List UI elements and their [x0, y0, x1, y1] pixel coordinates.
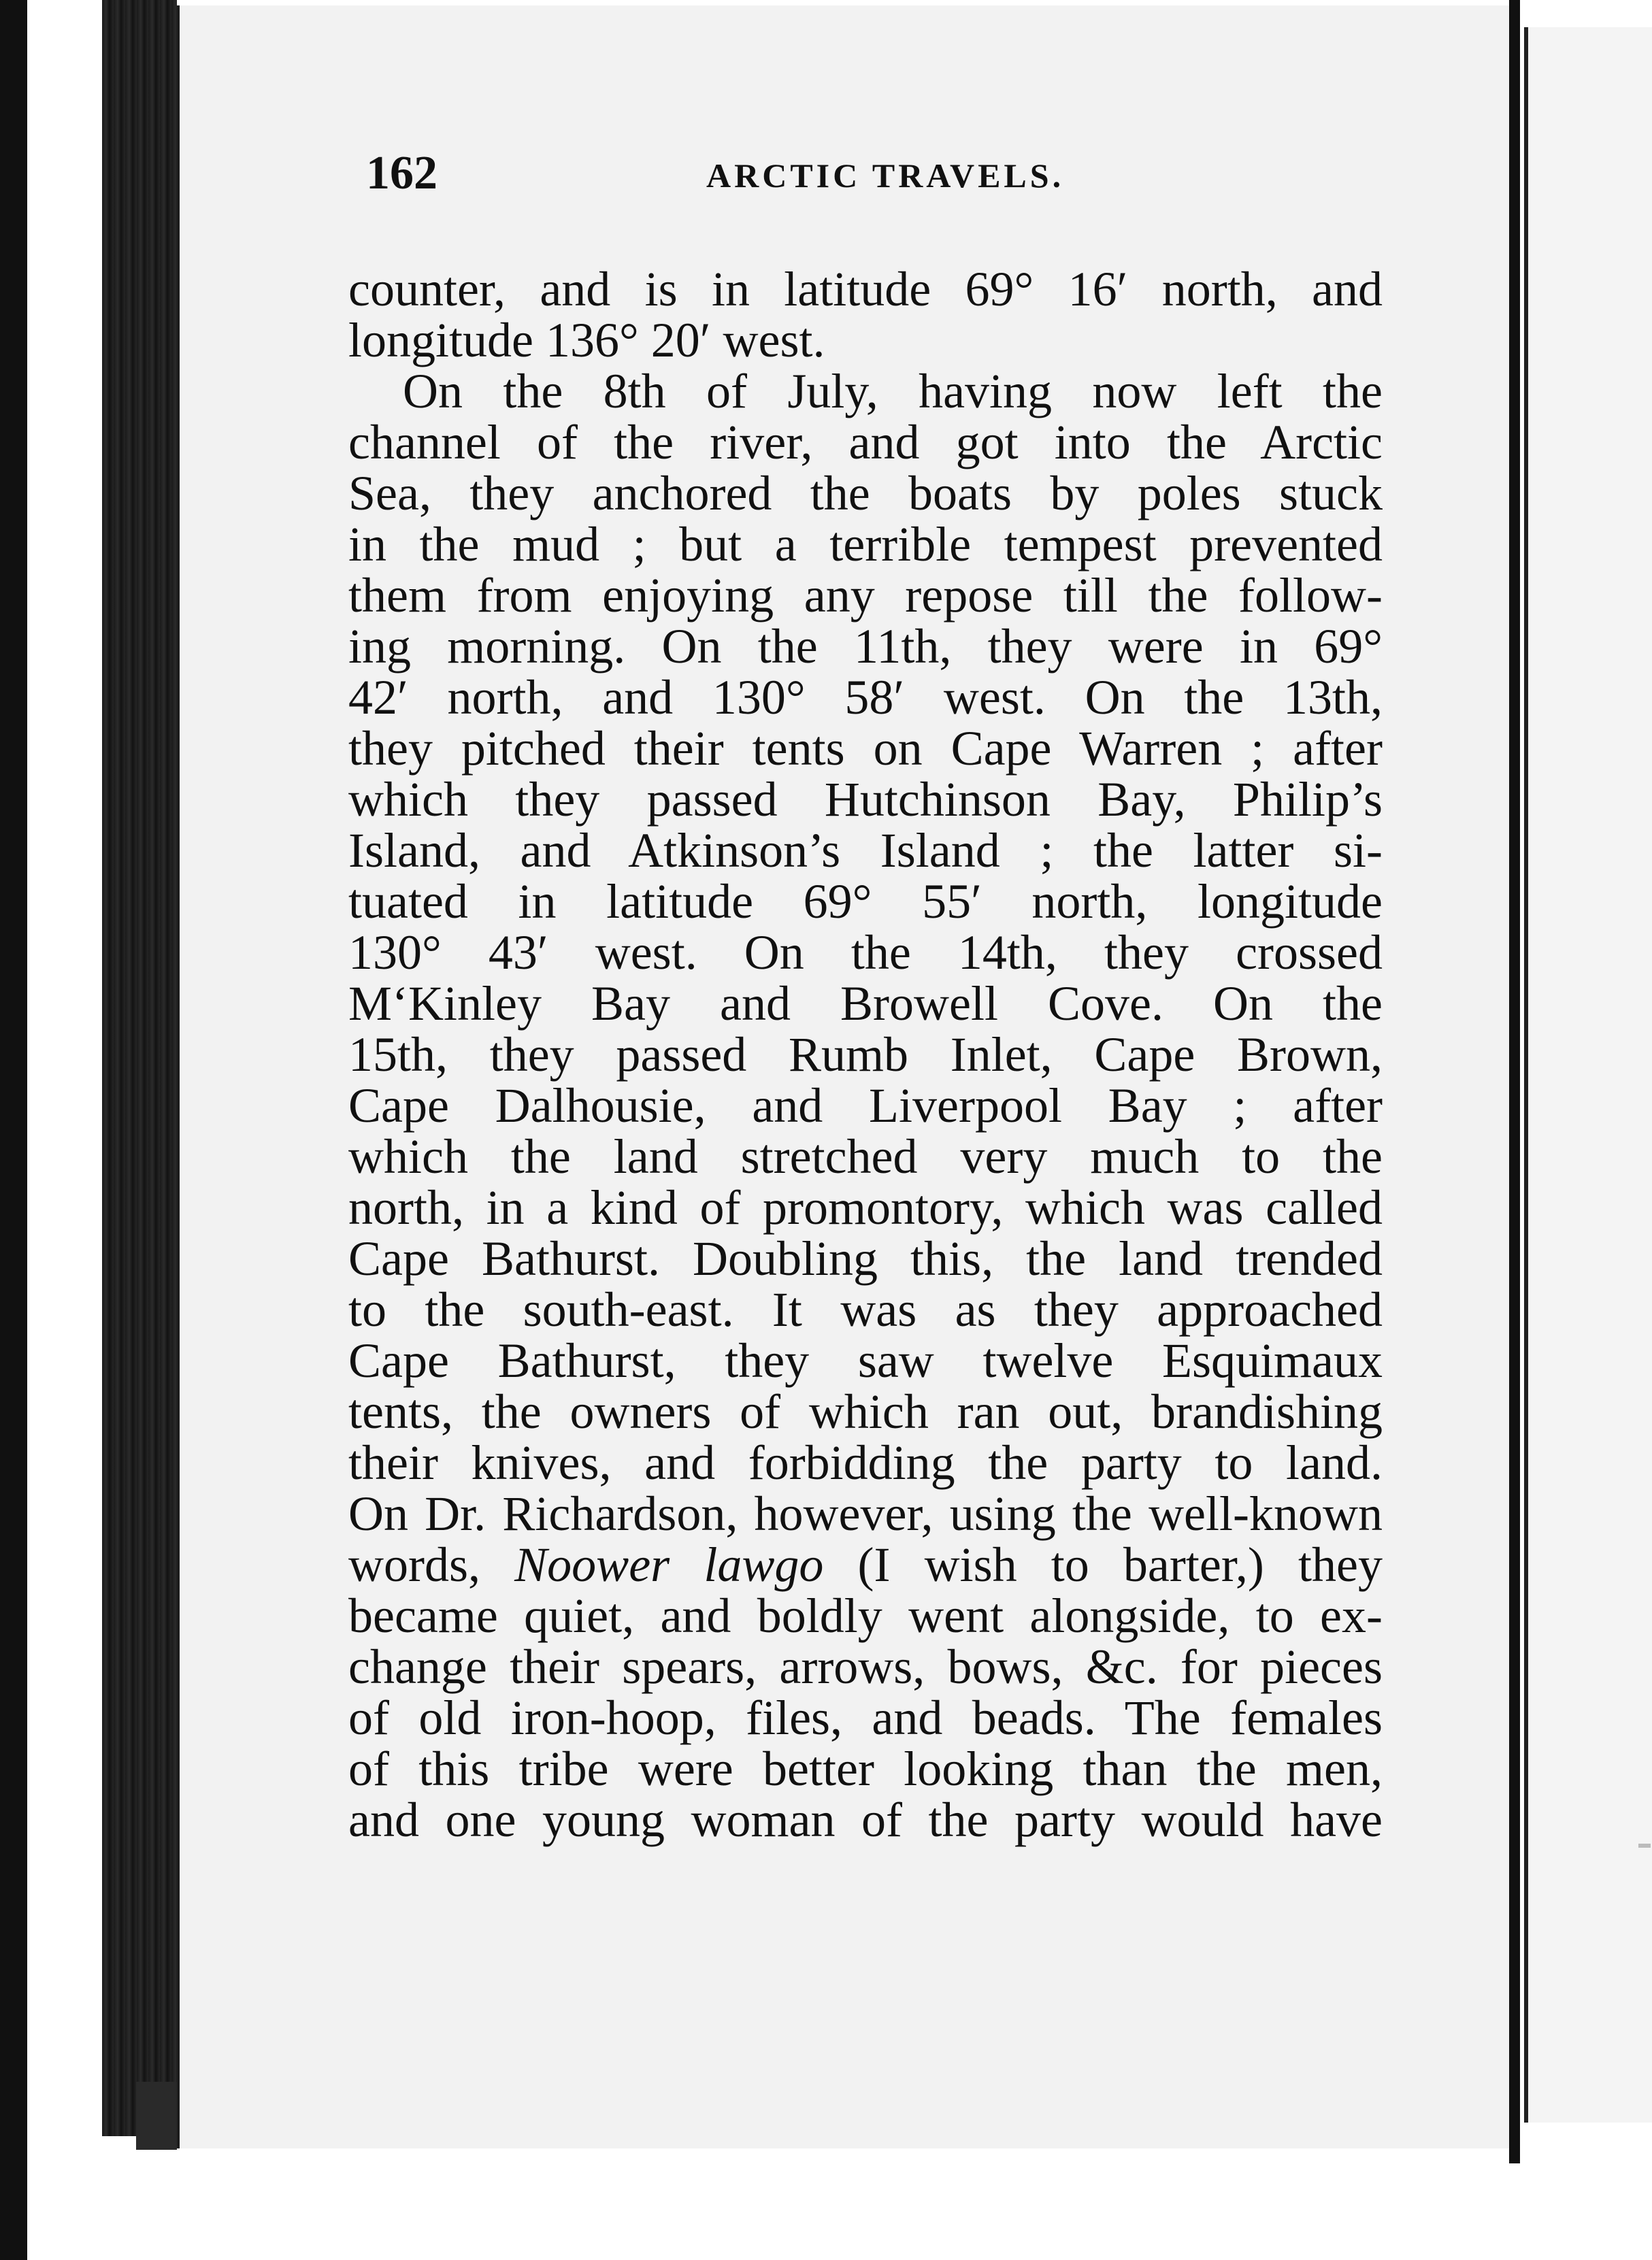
text-fragment: (I wish to barter,) they [857, 1538, 1383, 1592]
page-number: 162 [366, 147, 437, 199]
text-line: channel of the river, and got into the Arctic [348, 415, 1383, 469]
text-line: in the mud ; but a terrible tempest prevented [348, 517, 1383, 571]
text-line: 42′ north, and 130° 58′ west. On the 13th, [348, 670, 1383, 725]
text-line: and one young woman of the party would have [348, 1793, 1383, 1847]
text-line: On the 8th of July, having now left the [403, 364, 1383, 418]
text-line: ing morning. On the 11th, they were in 69° [348, 619, 1383, 674]
text-line: M‘Kinley Bay and Browell Cove. On the [348, 976, 1383, 1031]
text-line: tents, the owners of which ran out, brandishing [348, 1384, 1383, 1439]
left-scan-border [0, 0, 27, 2260]
text-line: change their spears, arrows, bows, &c. for pieces [348, 1640, 1383, 1694]
right-scan-border [1509, 0, 1520, 2163]
text-line: to the south-east. It was as they approached [348, 1282, 1383, 1337]
text-line: longitude 136° 20′ west. [348, 313, 825, 367]
text-line: Cape Bathurst. Doubling this, the land trended [348, 1231, 1383, 1286]
text-line: of this tribe were better looking than the men, [348, 1742, 1383, 1796]
italic-phrase: Noower lawgo [514, 1538, 824, 1592]
text-line: they pitched their tents on Cape Warren ; after [348, 721, 1383, 776]
text-line: them from enjoying any repose till the follow- [348, 568, 1383, 622]
margin-mark [1638, 1844, 1651, 1848]
body-text [348, 264, 1383, 1965]
page-header [366, 143, 1065, 204]
facing-page-edge [1524, 27, 1652, 2123]
text-line: counter, and is in latitude 69° 16′ north, and [348, 262, 1383, 316]
text-line: their knives, and forbidding the party to land. [348, 1435, 1383, 1490]
text-line: On Dr. Richardson, however, using the well-known [348, 1486, 1383, 1541]
running-head: ARCTIC TRAVELS. [706, 156, 1065, 195]
text-line: which they passed Hutchinson Bay, Philip’s [348, 772, 1383, 827]
text-line: Sea, they anchored the boats by poles stuck [348, 466, 1383, 520]
text-line: 130° 43′ west. On the 14th, they crossed [348, 925, 1383, 980]
text-line: Cape Dalhousie, and Liverpool Bay ; after [348, 1078, 1383, 1133]
text-line: of old iron-hoop, files, and beads. The females [348, 1691, 1383, 1745]
text-line: Island, and Atkinson’s Island ; the latter si- [348, 823, 1383, 878]
text-line: tuated in latitude 69° 55′ north, longitude [348, 874, 1383, 929]
text-line: 15th, they passed Rumb Inlet, Cape Brown, [348, 1027, 1383, 1082]
text-line: north, in a kind of promontory, which was called [348, 1180, 1383, 1235]
text-line: became quiet, and boldly went alongside, to ex- [348, 1589, 1383, 1643]
book-spine [102, 0, 177, 2136]
spine-shadow [136, 2082, 177, 2150]
text-line: Cape Bathurst, they saw twelve Esquimaux [348, 1333, 1383, 1388]
text-line-with-italic [348, 1540, 1383, 1591]
text-fragment: words, [348, 1538, 480, 1592]
text-line: which the land stretched very much to the [348, 1129, 1383, 1184]
